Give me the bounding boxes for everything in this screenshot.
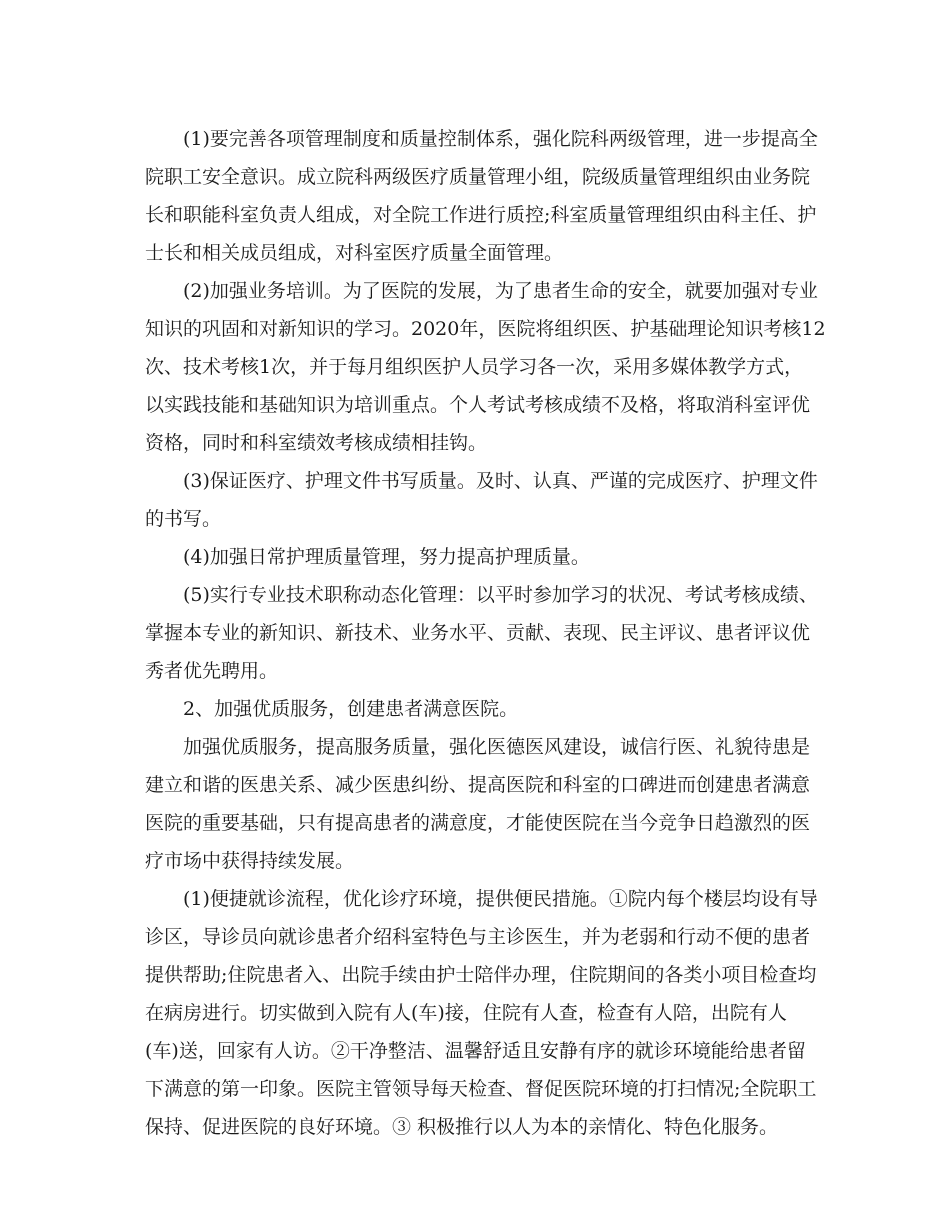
text-line: 资格，同时和科室绩效考核成绩相挂钩。 xyxy=(145,432,488,454)
text-line: 以实践技能和基础知识为培训重点。个人考试考核成绩不及格，将取消科室评优 xyxy=(145,394,811,416)
section-heading: 2、加强优质服务，创建患者满意医院。 xyxy=(183,698,519,720)
text-line: 医院的重要基础，只有提高患者的满意度，才能使医院在当今竞争日趋激烈的医 xyxy=(145,812,811,834)
text-line: (4)加强日常护理质量管理，努力提高护理质量。 xyxy=(183,546,590,568)
text-line: 建立和谐的医患关系、减少医患纠纷、提高医院和科室的口碑进而创建患者满意 xyxy=(145,774,811,796)
text-line: (3)保证医疗、护理文件书写质量。及时、认真、严谨的完成医疗、护理文件 xyxy=(183,470,818,492)
text-line: 士长和相关成员组成，对科室医疗质量全面管理。 xyxy=(145,242,564,264)
text-line: (5)实行专业技术职称动态化管理：以平时参加学习的状况、考试考核成绩、 xyxy=(183,584,818,606)
text-line: 下满意的第一印象。医院主管领导每天检查、督促医院环境的打扫情况;全院职工 xyxy=(145,1078,817,1100)
text-line: 保持、促进医院的良好环境。③ 积极推行以人为本的亲情化、特色化服务。 xyxy=(145,1116,779,1138)
text-line: 长和职能科室负责人组成，对全院工作进行质控;科室质量管理组织由科主任、护 xyxy=(145,204,817,226)
text-line: 知识的巩固和对新知识的学习。2020年，医院将组织医、护基础理论知识考核12 xyxy=(145,318,826,340)
text-line: 疗市场中获得持续发展。 xyxy=(145,850,355,872)
text-line: 在病房进行。切实做到入院有人(车)接，住院有人查，检查有人陪，出院有人 xyxy=(145,1002,787,1024)
text-line: (2)加强业务培训。为了医院的发展，为了患者生命的安全，就要加强对专业 xyxy=(183,280,818,302)
text-line: 提供帮助;住院患者入、出院手续由护士陪伴办理，住院期间的各类小项目检查均 xyxy=(145,964,817,986)
text-line: 院职工安全意识。成立院科两级医疗质量管理小组，院级质量管理组织由业务院 xyxy=(145,166,811,188)
text-line: (车)送，回家有人访。②干净整洁、温馨舒适且安静有序的就诊环境能给患者留 xyxy=(145,1040,806,1062)
text-line: 次、技术考核1次，并于每月组织医护人员学习各一次，采用多媒体教学方式， xyxy=(145,356,804,378)
text-line: 掌握本专业的新知识、新技术、业务水平、贡献、表现、民主评议、患者评议优 xyxy=(145,622,811,644)
text-line: (1)要完善各项管理制度和质量控制体系，强化院科两级管理，进一步提高全 xyxy=(183,128,818,150)
text-line: (1)便捷就诊流程，优化诊疗环境，提供便民措施。①院内每个楼层均设有导 xyxy=(183,888,818,910)
text-line: 诊区，导诊员向就诊患者介绍科室特色与主诊医生，并为老弱和行动不便的患者 xyxy=(145,926,811,948)
text-line: 的书写。 xyxy=(145,508,222,530)
text-line: 秀者优先聘用。 xyxy=(145,660,279,682)
text-line: 加强优质服务，提高服务质量，强化医德医风建设，诚信行医、礼貌待患是 xyxy=(183,736,811,758)
